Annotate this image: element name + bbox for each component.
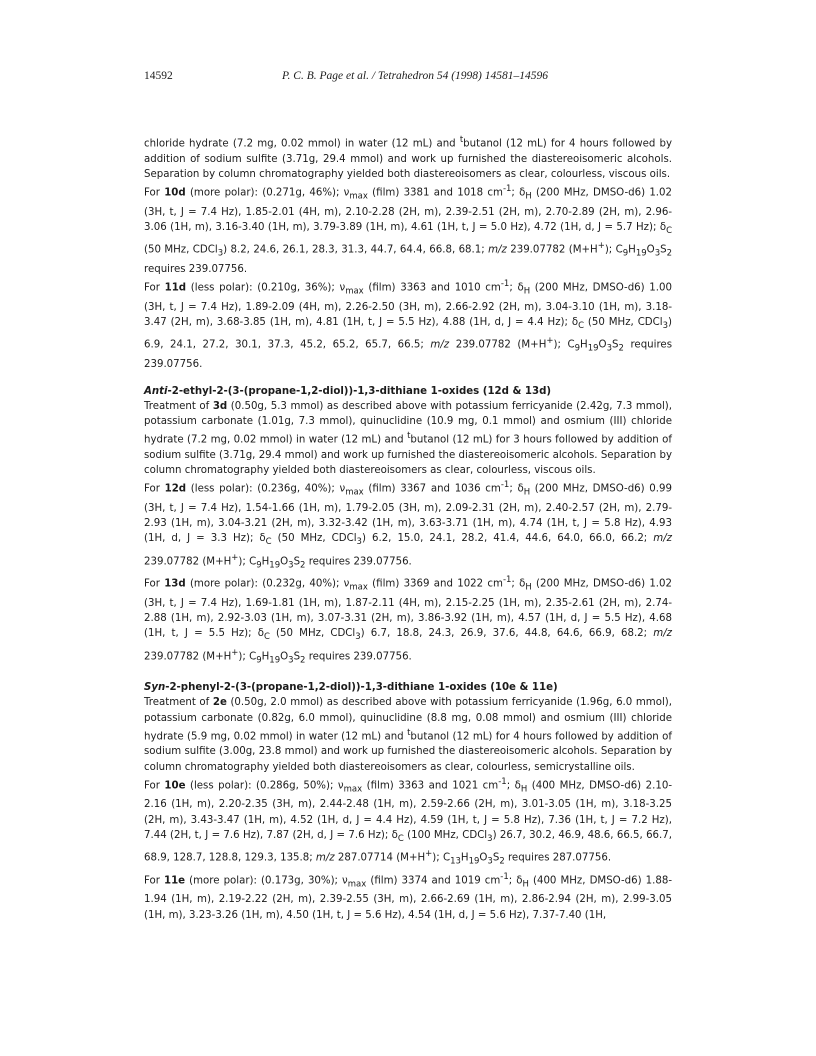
paragraph: For 10e (less polar): (0.286g, 50%); $\nu_{max}$ (film) 3363 and 1021 $cm^{-1}$; $\delta_H$ (400 MHz, DMSO-d6) 2.10-2.16 (1H, m), 2.20-2.35 (3H, m), 2.44-2.48 (1H, m), 2.59-2.66 (2H, m), 3.01-3.05 (1H, m), 3.18-3.25 (2H, m), 3.43-3.47 (1H, m), 4.52 (1H, d, J = 4.4 Hz), 4.59 (1H, t, J = 5.8 Hz), 7.36 (1H, t, J = 7.2 Hz), 7.44 (2H, t, J = 7.6 Hz), 7.87 (2H, d, J = 7.6 Hz); $\delta_C$ (100 MHz, CDCl$_3$) 26.7, 30.2, 46.9, 48.6, 66.5, 66.7, 68.9, 128.7, 128.8, 129.3, 135.8; m/z 287.07714 (M+H+); $C_{13}H_{19}O_3S_2$ requires 287.07756.: [144, 776, 673, 867]
paragraph: For 13d (more polar): (0.232g, 40%); $\nu_{max}$ (film) 3369 and 1022 $cm^{-1}$; $\delta_H$ (200 MHz, DMSO-d6) 1.02 (3H, t, J = 7.4 Hz), 1.69-1.81 (1H, m), 1.87-2.11 (4H, m), 2.15-2.25 (1H, m), 2.35-2.61 (2H, m), 2.74-2.88 (1H, m), 2.92-3.03 (1H, m), 3.07-3.31 (2H, m), 3.86-3.92 (1H, m), 4.57 (1H, d, J = 5.5 Hz), 4.68 (1H, t, J = 5.5 Hz); $\delta_C$ (50 MHz, CDCl$_3$) 6.7, 18.8, 24.3, 26.9, 37.6, 44.8, 64.6, 66.9, 68.2; m/z 239.07782 (M+H+); $C_9H_{19}O_3S_2$ requires 239.07756.: [144, 575, 673, 665]
paragraph: Treatment of 2e (0.50g, 2.0 mmol) as described above with potassium ferricyanide (1.96g, 6.0 mmol), potassium carbonate (0.82g, 6.0 mmol), quinuclidine (8.8 mg, 0.08 mmol) and osmium (III) chloride hydrate (5.9 mg, 0.02 mmol) in water (12 mL) and $^t$butanol (12 mL) for 4 hours followed by addition of sodium sulfite (3.00g, 23.8 mmol) and work up furnished the diastereoisomeric alcohols. Separation by column chromatography yielded both diastereoisomers as clear, colourless, semicrystalline oils.: [144, 697, 672, 773]
page-number: 14592: [144, 70, 173, 82]
section-heading: Syn-2-phenyl-2-(3-(propane-1,2-diol))-1,3-dithiane 1-oxides (10e & 11e): [144, 682, 558, 694]
running-head: P. C. B. Page et al. / Tetrahedron 54 (1998) 14581–14596: [282, 70, 548, 82]
section-heading: Anti-2-ethyl-2-(3-(propane-1,2-diol))-1,3-dithiane 1-oxides (12d & 13d): [144, 385, 552, 397]
paragraph: For 12d (less polar): (0.236g, 40%); $\nu_{max}$ (film) 3367 and 1036 $cm^{-1}$; $\delta_H$ (200 MHz, DMSO-d6) 0.99 (3H, t, J = 7.4 Hz), 1.54-1.66 (1H, m), 1.79-2.05 (3H, m), 2.09-2.31 (2H, m), 2.40-2.57 (2H, m), 2.79-2.93 (1H, m), 3.04-3.21 (2H, m), 3.32-3.42 (1H, m), 3.63-3.71 (1H, m), 4.74 (1H, t, J = 5.8 Hz), 4.93 (1H, d, J = 3.3 Hz); $\delta_C$ (50 MHz, CDCl$_3$) 6.2, 15.0, 24.1, 28.2, 41.4, 44.6, 64.0, 66.0, 66.2; m/z 239.07782 (M+H+); $C_9H_{19}O_3S_2$ requires 239.07756.: [144, 480, 672, 571]
paragraph: For 11d (less polar): (0.210g, 36%); $\nu_{max}$ (film) 3363 and 1010 $cm^{-1}$; $\delta_H$ (200 MHz, DMSO-d6) 1.00 (3H, t, J = 7.4 Hz), 1.89-2.09 (4H, m), 2.26-2.50 (3H, m), 2.66-2.92 (2H, m), 3.04-3.10 (1H, m), 3.18-3.47 (2H, m), 3.68-3.85 (1H, m), 4.81 (1H, t, J = 5.5 Hz), 4.88 (1H, d, J = 4.4 Hz); $\delta_C$ (50 MHz, CDCl$_3$) 6.9, 24.1, 27.2, 30.1, 37.3, 45.2, 65.2, 65.7, 66.5; m/z 239.07782 (M+H+); $C_9H_{19}O_3S_2$ requires 239.07756.: [144, 278, 672, 370]
paragraph: For 11e (more polar): (0.173g, 30%); $\nu_{max}$ (film) 3374 and 1019 $cm^{-1}$; $\delta_H$ (400 MHz, DMSO-d6) 1.88-1.94 (1H, m), 2.19-2.22 (2H, m), 2.39-2.55 (3H, m), 2.66-2.69 (1H, m), 2.86-2.94 (2H, m), 2.99-3.05 (1H, m), 3.23-3.26 (1H, m), 4.50 (1H, t, J = 5.6 Hz), 4.54 (1H, d, J = 5.6 Hz), 7.37-7.40 (1H,: [144, 871, 673, 921]
paragraph: For 10d (more polar): (0.271g, 46%); $\nu_{max}$ (film) 3381 and 1018 $cm^{-1}$; $\delta_H$ (200 MHz, DMSO-d6) 1.02 (3H, t, J = 7.4 Hz), 1.85-2.01 (4H, m), 2.10-2.28 (2H, m), 2.39-2.51 (2H, m), 2.70-2.89 (2H, m), 2.96-3.06 (1H, m), 3.16-3.40 (1H, m), 3.79-3.89 (1H, m), 4.61 (1H, t, J = 5.0 Hz), 4.72 (1H, d, J = 5.7 Hz); $\delta_C$ (50 MHz, CDCl$_3$) 8.2, 24.6, 26.1, 28.3, 31.3, 44.7, 64.4, 66.8, 68.1; m/z 239.07782 (M+H+); $C_9H_{19}O_3S_2$ requires 239.07756.: [144, 184, 673, 275]
paragraph: Treatment of 3d (0.50g, 5.3 mmol) as described above with potassium ferricyanide (2.42g, 7.3 mmol), potassium carbonate (1.01g, 7.3 mmol), quinuclidine (10.9 mg, 0.1 mmol) and osmium (III) chloride hydrate (7.2 mg, 0.02 mmol) in water (12 mL) and $^t$butanol (12 mL) for 3 hours followed by addition of sodium sulfite (3.71g, 29.4 mmol) and work up furnished the diastereoisomeric alcohols. Separation by column chromatography yielded both diastereoisomers as clear, colourless, viscous oils.: [144, 400, 672, 477]
body-text: [144, 133, 672, 923]
paragraph: chloride hydrate (7.2 mg, 0.02 mmol) in water (12 mL) and $^t$butanol (12 mL) for 4 hours followed by addition of sodium sulfite (3.71g, 29.4 mmol) and work up furnished the diastereoisomeric alcohols. Separation by column chromatography yielded both diastereoisomers as clear, colourless, viscous oils.: [144, 135, 672, 180]
